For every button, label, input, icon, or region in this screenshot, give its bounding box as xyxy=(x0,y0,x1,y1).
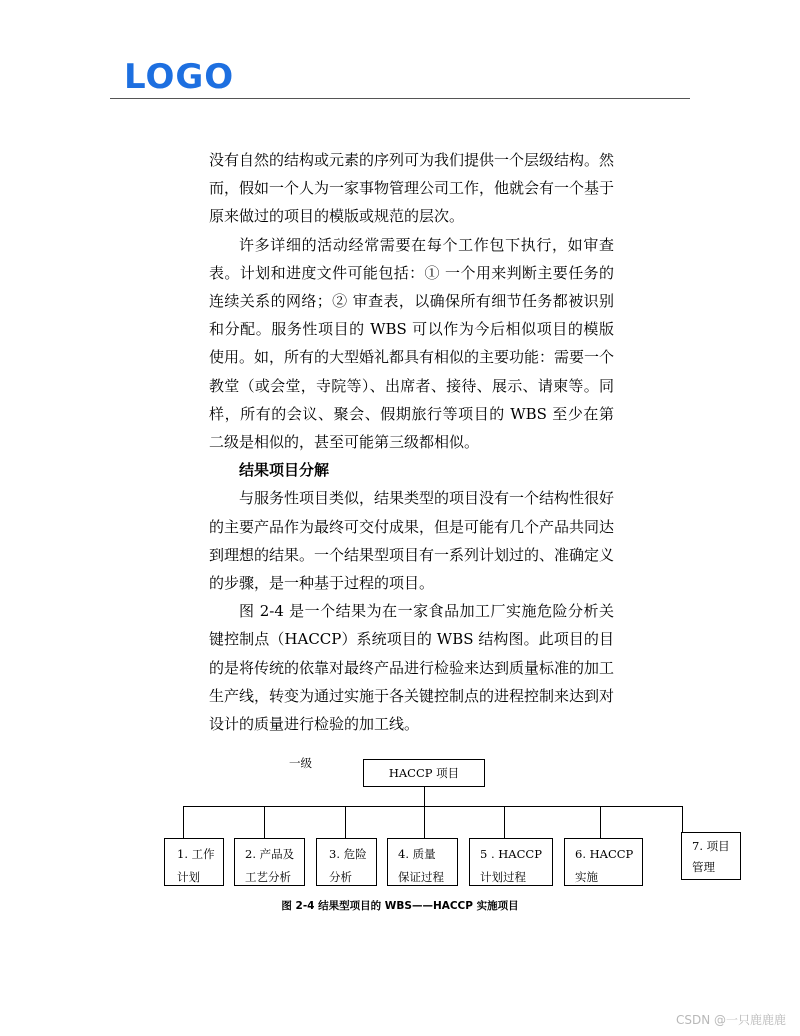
wbs-node-7 xyxy=(681,832,741,880)
root-connector xyxy=(424,787,425,807)
wbs-node-label: 分析 xyxy=(329,870,352,884)
child-connector xyxy=(264,806,265,838)
paragraph-2: 许多详细的活动经常需要在每个工作包下执行，如审查表。计划和进度文件可能包括：① 一个用来判断主要任务的连续关系的网络；② 审查表，以确保所有细节任务都被识别和分配。服务性项目的 WBS 可以作为今后相似项目的模版使用。如，所有的大型婚礼都具有相似的主要功能：需要一个教堂（或会堂，寺院等）、出席者、接待、展示、请柬等。同样，所有的会议、聚会、假期旅行等项目的 WBS 至少在第二级是相似的，甚至可能第三级都相似。 xyxy=(209,235,615,452)
child-connector xyxy=(600,806,601,838)
wbs-node-label: 6. HACCP xyxy=(575,847,634,861)
wbs-node-label: 5 . HACCP xyxy=(480,847,542,861)
child-connector xyxy=(345,806,346,838)
level-label: 一级 xyxy=(289,756,312,770)
paragraph-1: 没有自然的结构或元素的序列可为我们提供一个层级结构。然而，假如一个人为一家事物管理公司工作，他就会有一个基于原来做过的项目的模版或规范的层次。 xyxy=(209,151,615,226)
paragraph-3: 与服务性项目类似，结果类型的项目没有一个结构性很好的主要产品作为最终可交付成果，但是可能有几个产品共同达到理想的结果。一个结果型项目有一系列计划过的、准确定义的步骤，是一种基于过程的项目。 xyxy=(209,489,615,593)
wbs-node-label: 计划 xyxy=(177,870,200,884)
wbs-node-label: 管理 xyxy=(692,860,715,874)
wbs-node-label: 7. 项目 xyxy=(692,839,730,853)
child-connector xyxy=(504,806,505,838)
wbs-node-label: 3. 危险 xyxy=(329,847,367,861)
wbs-node-6 xyxy=(564,838,643,886)
logo: LOGO xyxy=(124,57,235,97)
header-divider xyxy=(110,98,690,99)
paragraph-4: 图 2-4 是一个结果为在一家食品加工厂实施危险分析关键控制点（HACCP）系统项目的 WBS 结构图。此项目的目的是将传统的依靠对最终产品进行检验来达到质量标准的加工生产线，转变为通过实施于各关键控制点的进程控制来达到对设计的质量进行检验的加工线。 xyxy=(209,602,615,734)
child-connector xyxy=(682,806,683,832)
wbs-root-node: HACCP 项目 xyxy=(363,759,485,787)
wbs-node-5 xyxy=(469,838,553,886)
wbs-node-label: 4. 质量 xyxy=(398,847,436,861)
wbs-node-label: 保证过程 xyxy=(398,870,444,884)
wbs-node-label: 1. 工作 xyxy=(177,847,215,861)
wbs-node-label: 2. 产品及 xyxy=(245,847,295,861)
wbs-node-4 xyxy=(387,838,458,886)
article-body xyxy=(209,146,614,738)
figure-caption: 图 2-4 结果型项目的 WBS——HACCP 实施项目 xyxy=(281,900,519,912)
child-connector xyxy=(183,806,184,838)
wbs-node-label: 计划过程 xyxy=(480,870,526,884)
wbs-node-label: 实施 xyxy=(575,870,598,884)
wbs-node-label: 工艺分析 xyxy=(245,870,291,884)
horizontal-connector xyxy=(183,806,683,807)
child-connector xyxy=(424,806,425,838)
wbs-node-1 xyxy=(164,838,224,886)
wbs-node-3 xyxy=(316,838,377,886)
section-heading: 结果项目分解 xyxy=(239,461,330,480)
watermark: CSDN @一只鹿鹿鹿 xyxy=(675,1013,786,1027)
wbs-node-2 xyxy=(234,838,305,886)
